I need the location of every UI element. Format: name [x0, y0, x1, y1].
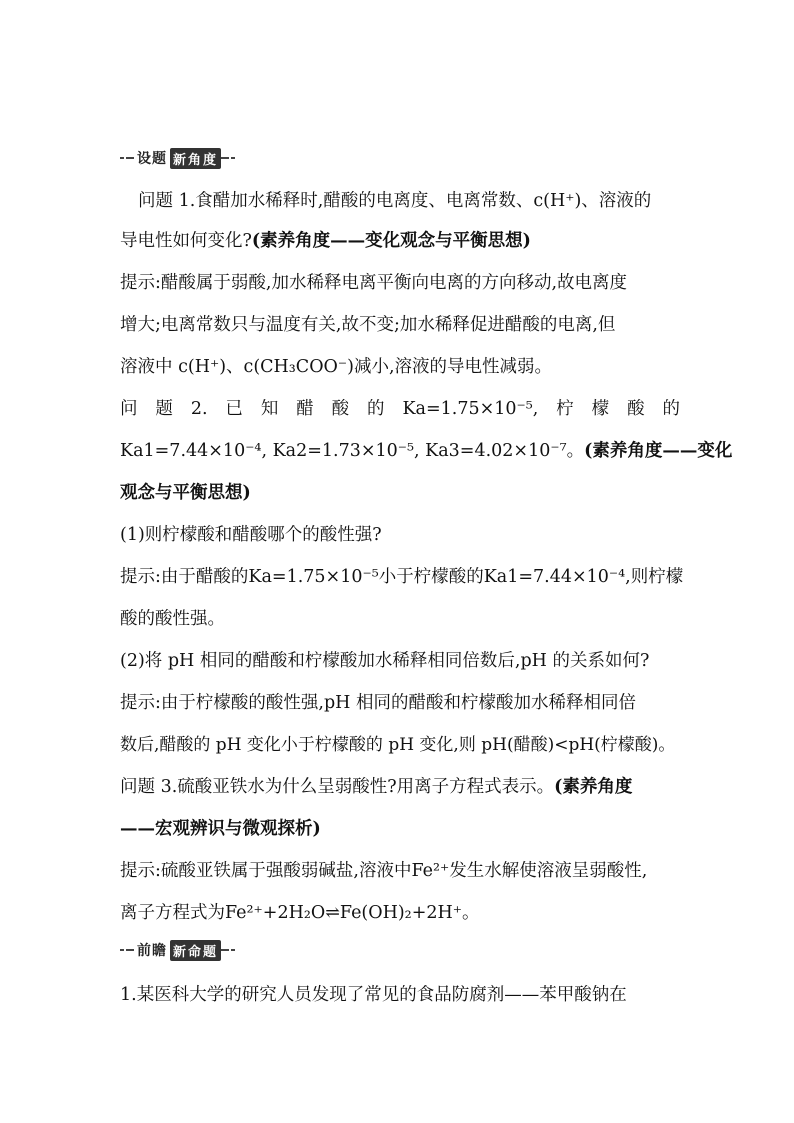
new-question-1-line1: 1.某医科大学的研究人员发现了常见的食品防腐剂——苯甲酸钠在 [120, 985, 627, 1005]
banner-highlight: 新角度 [170, 148, 221, 169]
q3-line1: 问题 3.硫酸亚铁水为什么呈弱酸性?用离子方程式表示。(素养角度 [120, 777, 633, 797]
section-banner-new-proposition [120, 940, 242, 960]
q2-sub1: (1)则柠檬酸和醋酸哪个的酸性强? [120, 525, 382, 545]
section-banner-new-angle [120, 148, 242, 168]
q2-sub1-hint1: 提示:由于醋酸的Ka=1.75×10⁻⁵小于柠檬酸的Ka1=7.44×10⁻⁴,则柠檬 [120, 567, 684, 587]
q2-line3: 观念与平衡思想) [120, 483, 251, 503]
q2-sub2-hint2: 数后,醋酸的 pH 变化小于柠檬酸的 pH 变化,则 pH(醋酸)<pH(柠檬酸)。 [120, 735, 676, 755]
q1-line2: 导电性如何变化?(素养角度——变化观念与平衡思想) [120, 231, 531, 251]
banner-decoration-right [221, 153, 235, 163]
banner-decoration-right [221, 945, 235, 955]
q3-hint-line2: 离子方程式为Fe²⁺+2H₂O⇌Fe(OH)₂+2H⁺。 [120, 903, 480, 923]
q2-sub2-hint1: 提示:由于柠檬酸的酸性强,pH 相同的醋酸和柠檬酸加水稀释相同倍 [120, 693, 636, 713]
q3-hint-line1: 提示:硫酸亚铁属于强酸弱碱盐,溶液中Fe²⁺发生水解使溶液呈弱酸性, [120, 861, 648, 881]
banner-label: 前瞻 [137, 943, 167, 959]
q2-line1: 问 题 2. 已 知 醋 酸 的 Ka=1.75×10⁻⁵, 柠 檬 酸 的 [120, 399, 680, 419]
q1-hint-line1: 提示:醋酸属于弱酸,加水稀释电离平衡向电离的方向移动,故电离度 [120, 273, 628, 293]
banner-decoration-left [120, 153, 134, 163]
banner-decoration-left [120, 945, 134, 955]
q2-sub2: (2)将 pH 相同的醋酸和柠檬酸加水稀释相同倍数后,pH 的关系如何? [120, 651, 650, 671]
banner-label: 设题 [137, 151, 167, 167]
q3-line2: ——宏观辨识与微观探析) [120, 819, 321, 839]
q2-line2: Ka1=7.44×10⁻⁴, Ka2=1.73×10⁻⁵, Ka3=4.02×10⁻⁷。(素养角度——变化 [120, 441, 733, 461]
banner-highlight: 新命题 [170, 940, 221, 961]
q2-sub1-hint2: 酸的酸性强。 [120, 609, 225, 629]
q1-hint-line3: 溶液中 c(H⁺)、c(CH₃COO⁻)减小,溶液的导电性减弱。 [120, 357, 553, 377]
q1-hint-line2: 增大;电离常数只与温度有关,故不变;加水稀释促进醋酸的电离,但 [120, 315, 616, 335]
q1-line1: 问题 1.食醋加水稀释时,醋酸的电离度、电离常数、c(H⁺)、溶液的 [138, 191, 652, 211]
